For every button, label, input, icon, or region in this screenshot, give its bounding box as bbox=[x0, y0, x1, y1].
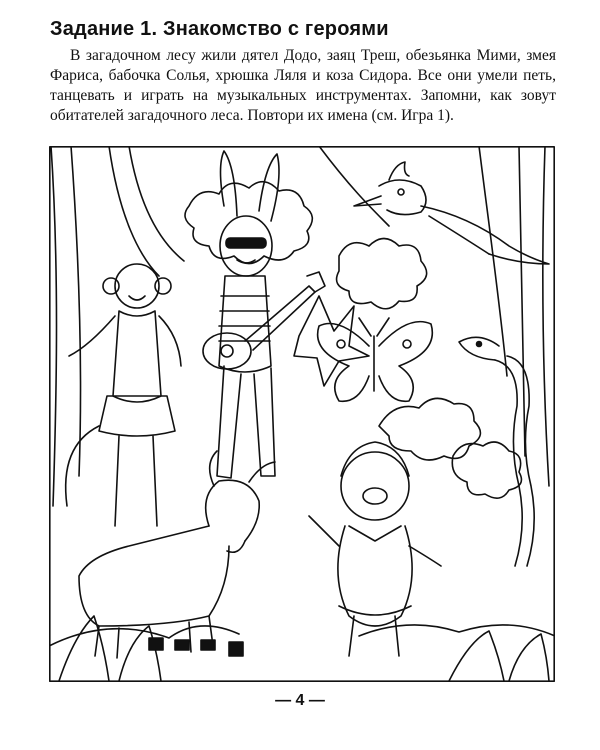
goat bbox=[79, 451, 275, 658]
monkey bbox=[66, 264, 181, 526]
rabbit-with-guitar bbox=[203, 151, 325, 478]
page-number: — 4 — bbox=[275, 692, 325, 709]
task-description: В загадочном лесу жили дятел Додо, заяц Треш, обезьянка Мими, змея Фариса, бабочка Солья, хрюшка Ляля и коза Сидора. Все они умели петь, танцевать и играть на музыкальных инструментах. Запомни, как зовут обитателей загадочного леса. Повтори их имена (см. Игра 1). bbox=[50, 47, 556, 124]
coloring-illustration bbox=[49, 146, 555, 682]
pig bbox=[309, 442, 441, 656]
task-title: Задание 1. Знакомство с героями bbox=[50, 18, 389, 40]
